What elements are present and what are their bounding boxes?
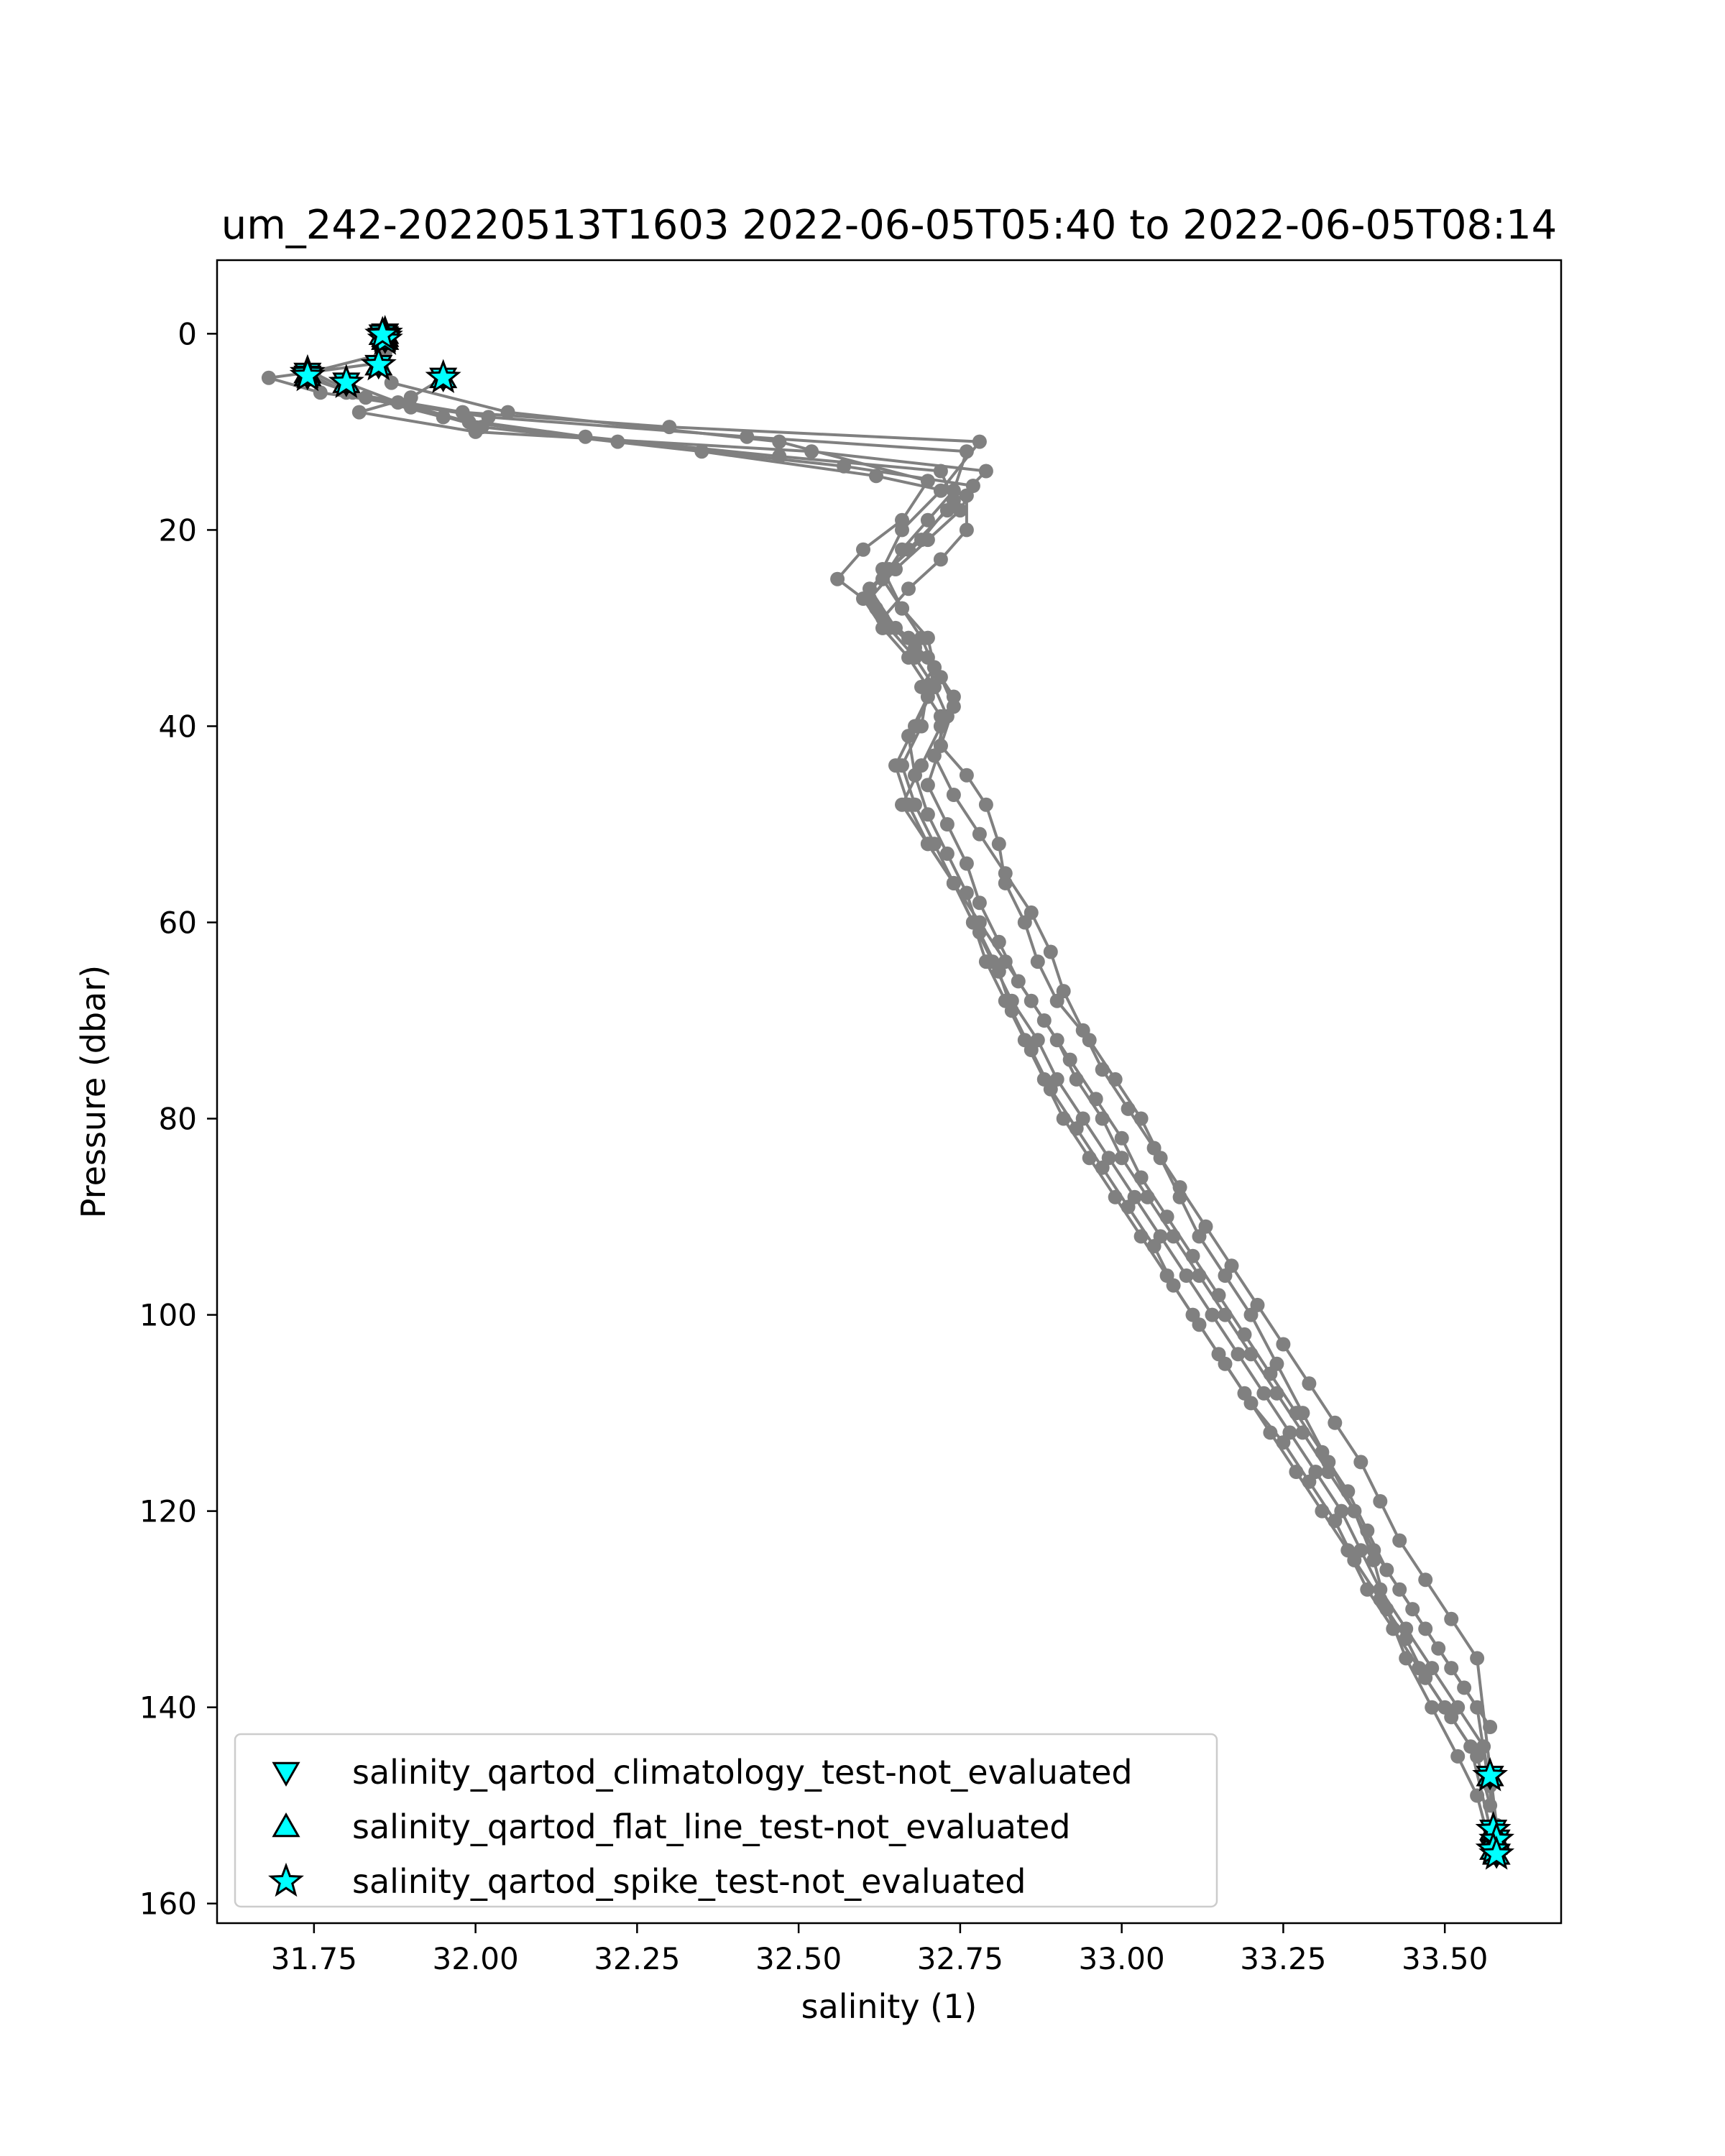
data-point (914, 719, 929, 734)
x-tick-label: 33.50 (1402, 1941, 1489, 1976)
data-point (1115, 1131, 1129, 1146)
data-point (359, 390, 373, 405)
y-axis-label: Pressure (dbar) (74, 964, 113, 1219)
y-tick-label: 20 (158, 512, 197, 548)
data-point (1418, 1621, 1432, 1636)
x-tick-label: 32.00 (432, 1941, 519, 1976)
data-point (1212, 1347, 1226, 1361)
data-point (1425, 1700, 1439, 1715)
data-point (1399, 1621, 1413, 1636)
data-point (1167, 1229, 1181, 1243)
data-point (947, 788, 961, 802)
data-point (1450, 1700, 1465, 1715)
data-point (1024, 906, 1039, 920)
y-tick-label: 120 (139, 1493, 197, 1529)
data-point (1353, 1455, 1368, 1469)
y-tick-label: 140 (139, 1690, 197, 1726)
data-point (882, 562, 896, 576)
y-tick-label: 160 (139, 1886, 197, 1922)
data-point (1134, 1171, 1149, 1185)
data-point (1205, 1308, 1220, 1322)
data-point (934, 464, 948, 479)
data-point (1269, 1386, 1284, 1401)
data-point (1457, 1680, 1471, 1695)
data-point (1082, 1151, 1097, 1165)
data-point (960, 444, 974, 459)
data-point (1399, 1651, 1413, 1665)
data-point (1037, 1013, 1052, 1028)
data-point (740, 430, 754, 444)
data-point (772, 435, 786, 449)
data-point (960, 886, 974, 900)
data-point (1289, 1465, 1303, 1479)
data-point (1154, 1229, 1168, 1243)
data-point (1147, 1141, 1162, 1156)
data-point (579, 430, 593, 444)
data-point (391, 395, 405, 410)
x-tick-label: 32.50 (755, 1941, 842, 1976)
data-point (1470, 1700, 1484, 1715)
data-point (1302, 1376, 1316, 1391)
data-point (856, 591, 870, 606)
y-tick-label: 0 (178, 316, 197, 352)
data-point (921, 474, 935, 488)
data-point (921, 513, 935, 528)
data-point (979, 464, 993, 479)
y-tick-label: 40 (158, 709, 197, 745)
data-point (610, 435, 625, 449)
data-point (895, 602, 909, 616)
data-point (908, 798, 922, 812)
data-point (1334, 1504, 1348, 1519)
data-point (1483, 1798, 1497, 1812)
data-point (1373, 1494, 1387, 1508)
data-point (1160, 1210, 1174, 1224)
data-point (1340, 1484, 1355, 1498)
y-tick-label: 100 (139, 1297, 197, 1333)
data-point (998, 954, 1013, 969)
data-point (1282, 1425, 1297, 1439)
data-point (1425, 1661, 1439, 1675)
data-point (960, 522, 974, 537)
data-point (1031, 1033, 1045, 1047)
data-point (475, 420, 489, 434)
data-point (1315, 1445, 1329, 1460)
data-point (934, 719, 948, 734)
data-point (1089, 1092, 1103, 1106)
data-point (856, 543, 870, 557)
data-point (972, 895, 987, 910)
data-point (921, 680, 935, 694)
data-point (1070, 1072, 1084, 1087)
data-point (1031, 954, 1045, 969)
data-point (1470, 1651, 1484, 1665)
data-point (895, 798, 909, 812)
legend-label: salinity_qartod_flat_line_test-not_evaluated (352, 1807, 1071, 1846)
data-point (972, 435, 987, 449)
data-point (1192, 1268, 1207, 1283)
data-point (1186, 1249, 1200, 1263)
data-point (1379, 1563, 1394, 1577)
data-point (837, 459, 851, 474)
data-point (1251, 1298, 1265, 1312)
data-point (1483, 1720, 1497, 1734)
data-point (1050, 1033, 1064, 1047)
data-point (921, 807, 935, 821)
data-point (404, 400, 418, 415)
x-tick-label: 31.75 (270, 1941, 357, 1976)
data-point (1212, 1288, 1226, 1302)
legend-label: salinity_qartod_spike_test-not_evaluated (352, 1862, 1026, 1901)
data-point (1186, 1308, 1200, 1322)
data-point (940, 847, 954, 861)
data-point (992, 837, 1006, 851)
data-point (1108, 1190, 1123, 1204)
data-point (869, 469, 883, 483)
data-point (966, 479, 980, 493)
data-point (436, 410, 451, 424)
data-point (914, 758, 929, 773)
data-point (947, 494, 961, 508)
data-point (1405, 1602, 1420, 1616)
data-point (934, 484, 948, 498)
data-point (694, 444, 709, 459)
data-point (914, 533, 929, 547)
data-point (1238, 1327, 1252, 1342)
data-point (1160, 1268, 1174, 1283)
data-point (1037, 1072, 1052, 1087)
data-point (1095, 1112, 1110, 1126)
data-point (1218, 1308, 1233, 1322)
legend-label: salinity_qartod_climatology_test-not_evaluated (352, 1753, 1133, 1792)
data-point (352, 405, 367, 420)
data-point (1392, 1583, 1407, 1597)
data-point (1011, 974, 1026, 988)
data-point (979, 798, 993, 812)
data-point (1360, 1583, 1374, 1597)
data-point (1256, 1386, 1271, 1401)
x-tick-label: 33.00 (1078, 1941, 1165, 1976)
data-point (1308, 1465, 1322, 1479)
data-point (1134, 1229, 1149, 1243)
legend (235, 1734, 1217, 1907)
data-point (972, 827, 987, 842)
data-point (869, 602, 883, 616)
data-point (1173, 1180, 1187, 1194)
x-tick-label: 32.75 (916, 1941, 1004, 1976)
y-tick-label: 60 (158, 905, 197, 941)
data-point (1412, 1661, 1426, 1675)
data-point (901, 650, 916, 665)
data-point (1418, 1572, 1432, 1587)
data-point (1263, 1367, 1277, 1381)
data-point (804, 444, 819, 459)
data-point (960, 768, 974, 783)
data-point (1225, 1258, 1239, 1273)
data-point (901, 543, 916, 557)
data-point (1315, 1504, 1329, 1519)
data-point (1444, 1661, 1458, 1675)
data-point (1134, 1112, 1149, 1126)
data-point (1050, 1072, 1064, 1087)
chart-title: um_242-20220513T1603 2022-06-05T05:40 to 2022-06-05T08:14 (221, 202, 1558, 249)
data-point (1121, 1102, 1136, 1116)
data-point (1289, 1406, 1303, 1420)
data-point (1470, 1789, 1484, 1803)
data-point (1392, 1534, 1407, 1548)
data-point (1431, 1641, 1445, 1656)
data-point (940, 817, 954, 831)
data-point (1024, 994, 1039, 1008)
data-point (1231, 1347, 1246, 1361)
data-point (462, 415, 477, 429)
data-point (1373, 1583, 1387, 1597)
x-axis-label: salinity (1) (801, 1987, 978, 2026)
x-tick-label: 33.25 (1240, 1941, 1327, 1976)
data-point (662, 420, 676, 434)
data-point (1076, 1023, 1090, 1038)
data-point (1321, 1465, 1335, 1479)
data-point (1179, 1268, 1194, 1283)
data-point (1128, 1190, 1142, 1204)
data-point (947, 690, 961, 704)
data-point (1295, 1425, 1310, 1439)
data-point (927, 748, 942, 763)
data-point (998, 866, 1013, 880)
data-point (1450, 1749, 1465, 1764)
data-point (1353, 1543, 1368, 1557)
data-point (1115, 1151, 1129, 1165)
data-point (1199, 1220, 1213, 1234)
data-point (1276, 1337, 1290, 1352)
data-point (1438, 1700, 1452, 1715)
data-point (972, 916, 987, 930)
data-point (1340, 1543, 1355, 1557)
data-point (1018, 1033, 1032, 1047)
x-tick-label: 32.25 (594, 1941, 681, 1976)
data-point (979, 954, 993, 969)
data-point (1366, 1543, 1381, 1557)
data-point (1141, 1190, 1155, 1204)
data-point (895, 513, 909, 528)
data-point (875, 621, 890, 635)
data-point (901, 631, 916, 645)
data-point (934, 552, 948, 566)
data-point (1386, 1621, 1400, 1636)
data-point (501, 405, 515, 420)
y-tick-label: 80 (158, 1101, 197, 1137)
data-point (1108, 1072, 1123, 1087)
data-point (960, 857, 974, 871)
data-point (947, 876, 961, 890)
data-point (992, 935, 1006, 949)
data-point (921, 778, 935, 792)
data-point (927, 660, 942, 675)
data-point (1063, 1053, 1077, 1067)
data-point (1463, 1739, 1478, 1754)
data-point (1057, 984, 1071, 998)
data-point (262, 371, 276, 385)
data-point (895, 758, 909, 773)
data-point (830, 572, 845, 586)
data-point (1444, 1612, 1458, 1626)
data-point (998, 994, 1013, 1008)
data-point (1244, 1347, 1259, 1361)
data-point (1076, 1112, 1090, 1126)
data-point (1095, 1062, 1110, 1077)
data-point (1476, 1739, 1491, 1754)
data-point (1238, 1386, 1252, 1401)
data-point (1360, 1524, 1374, 1538)
data-point (1263, 1425, 1277, 1439)
data-point (1057, 1112, 1071, 1126)
data-point (1102, 1151, 1116, 1165)
data-point (1044, 945, 1058, 959)
data-point (1328, 1416, 1342, 1430)
data-point (772, 449, 786, 464)
data-point (921, 837, 935, 851)
data-point (901, 581, 916, 596)
data-point (1347, 1504, 1361, 1519)
